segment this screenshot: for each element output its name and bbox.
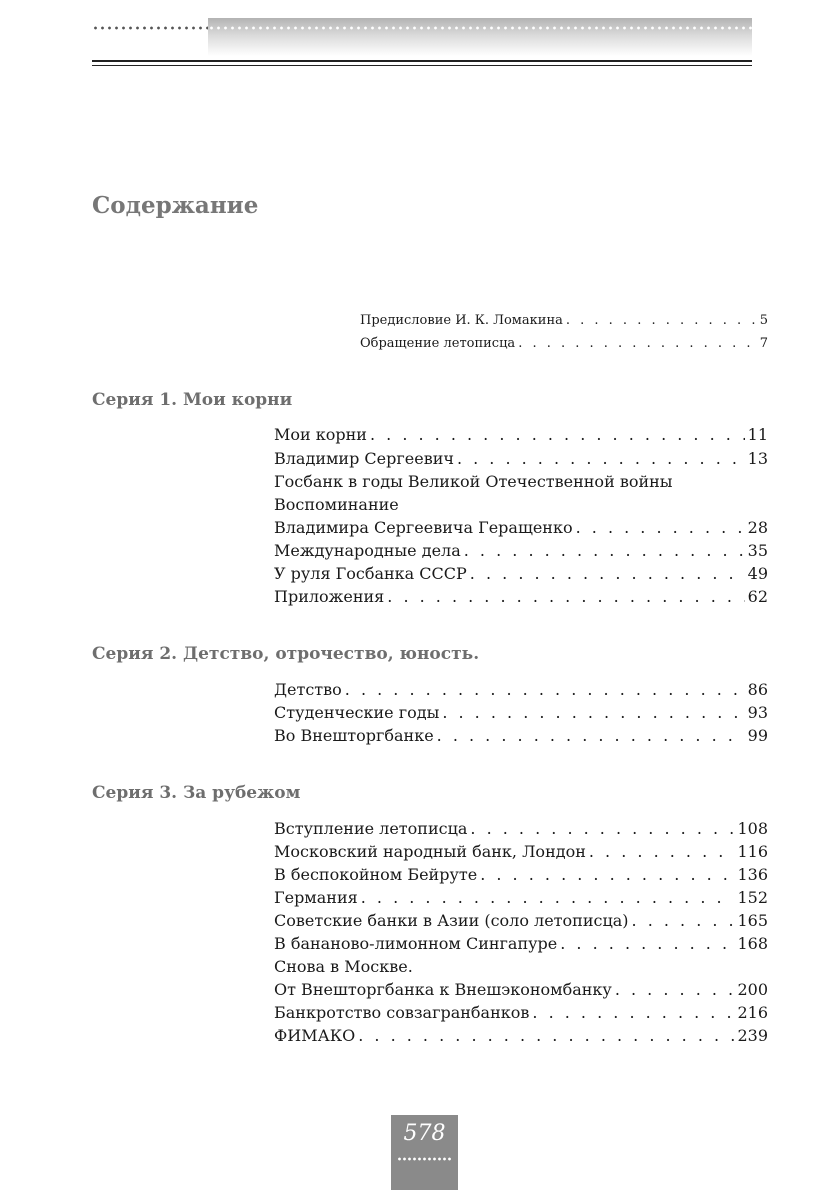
toc-entry-title: Банкротство совзагранбанков [274, 1003, 530, 1022]
dot-leader [576, 518, 745, 537]
toc-entry[interactable] [274, 449, 768, 468]
toc-entry-page: 28 [747, 518, 768, 537]
toc-entry-page: 11 [747, 425, 768, 444]
toc-entry[interactable] [274, 564, 768, 583]
dot-leader [345, 680, 745, 699]
toc-entry[interactable] [274, 888, 768, 907]
dot-leader [457, 449, 745, 468]
header-gradient-band [208, 18, 752, 56]
dot-leader [518, 336, 757, 351]
dot-leader [464, 541, 745, 560]
toc-entry-title: Детство [274, 680, 342, 699]
toc-entry-title: Обращение летописца [360, 336, 516, 351]
toc-entry-title: Советские банки в Азии (соло летописца) [274, 911, 629, 930]
toc-entry[interactable] [274, 980, 768, 999]
toc-entry-page: 168 [737, 934, 768, 953]
toc-entry-page: 62 [747, 587, 768, 606]
toc-entry-title: У руля Госбанка СССР [274, 564, 467, 583]
toc-entry[interactable] [274, 518, 768, 537]
dot-leader [615, 980, 735, 999]
toc-entry-page: 7 [759, 336, 768, 351]
page-number: 578 [403, 1121, 446, 1146]
toc-entry-title: В беспокойном Бейруте [274, 865, 478, 884]
toc-entry-title: ФИМАКО [274, 1026, 356, 1045]
toc-entry-title: От Внешторгбанка к Внешэкономбанку [274, 980, 612, 999]
dot-leader [437, 726, 745, 745]
header-rule-thin [92, 65, 752, 66]
toc-entry-title: Международные дела [274, 541, 461, 560]
toc-entry-title: Госбанк в годы Великой Отечественной войны [274, 472, 673, 491]
dot-leader [470, 819, 734, 838]
running-header [92, 18, 752, 68]
series-heading: Серия 3. За рубежом [92, 783, 301, 803]
toc-entry-title: Предисловие И. К. Ломакина [360, 313, 563, 328]
toc-entry[interactable] [274, 726, 768, 745]
dot-leader [470, 564, 745, 583]
toc-entry-title: Во Внешторгбанке [274, 726, 434, 745]
toc-entry-title: Германия [274, 888, 358, 907]
dot-leader [358, 1026, 734, 1045]
toc-entry-page: 165 [737, 911, 768, 930]
toc-entry[interactable] [274, 819, 768, 838]
toc-entry-page: 99 [747, 726, 768, 745]
toc-entry[interactable] [274, 425, 768, 444]
toc-entry-page: 35 [747, 541, 768, 560]
toc-entry-title: Вступление летописца [274, 819, 468, 838]
page-number-tab [391, 1115, 458, 1190]
toc-entry-page: 116 [737, 842, 768, 861]
toc-entry[interactable] [360, 313, 768, 328]
folio-dot-line [397, 1157, 452, 1161]
toc-entry-title: Московский народный банк, Лондон [274, 842, 586, 861]
toc-entry-page: 200 [737, 980, 768, 999]
toc-entry-title: Приложения [274, 587, 385, 606]
page-title: Содержание [92, 192, 259, 219]
dot-leader [589, 842, 735, 861]
toc-entry-page: 93 [747, 703, 768, 722]
toc-entry-page: 49 [747, 564, 768, 583]
toc-entry[interactable] [274, 680, 768, 699]
toc-entry[interactable] [274, 865, 768, 884]
toc-entry[interactable] [274, 911, 768, 930]
dot-leader [566, 313, 757, 328]
toc-entry-page: 136 [737, 865, 768, 884]
toc-entry-page: 216 [737, 1003, 768, 1022]
toc-entry[interactable] [274, 587, 768, 606]
toc-entry-title: Владимира Сергеевича Геращенко [274, 518, 573, 537]
toc-entry-title: Студенческие годы [274, 703, 440, 722]
toc-entry-page: 108 [737, 819, 768, 838]
series-heading: Серия 2. Детство, отрочество, юность. [92, 644, 480, 664]
header-rule [92, 60, 752, 62]
dot-leader [480, 865, 734, 884]
toc-entry-page: 13 [747, 449, 768, 468]
toc-entry[interactable] [274, 703, 768, 722]
dot-leader [560, 934, 734, 953]
toc-entry-title: Снова в Москве. [274, 957, 413, 976]
toc-entry-title: Владимир Сергеевич [274, 449, 454, 468]
toc-entry[interactable] [274, 934, 768, 953]
series-heading: Серия 1. Мои корни [92, 390, 293, 410]
toc-entry[interactable] [274, 842, 768, 861]
toc-entry-page: 152 [737, 888, 768, 907]
toc-entry-page: 239 [737, 1026, 768, 1045]
toc-entry-title: Мои корни [274, 425, 367, 444]
toc-entry[interactable] [360, 336, 768, 351]
toc-entry-page: 5 [759, 313, 768, 328]
toc-entry-page: 86 [747, 680, 768, 699]
dot-leader [532, 1003, 734, 1022]
dot-leader [442, 703, 744, 722]
dot-leader [361, 888, 735, 907]
dot-leader [370, 425, 745, 444]
toc-entry-title: В бананово-лимонном Сингапуре [274, 934, 558, 953]
dot-leader [387, 587, 744, 606]
toc-entry[interactable] [274, 1026, 768, 1045]
dot-leader [632, 911, 735, 930]
toc-entry-title: Воспоминание [274, 495, 399, 514]
toc-entry[interactable] [274, 541, 768, 560]
toc-entry[interactable] [274, 1003, 768, 1022]
